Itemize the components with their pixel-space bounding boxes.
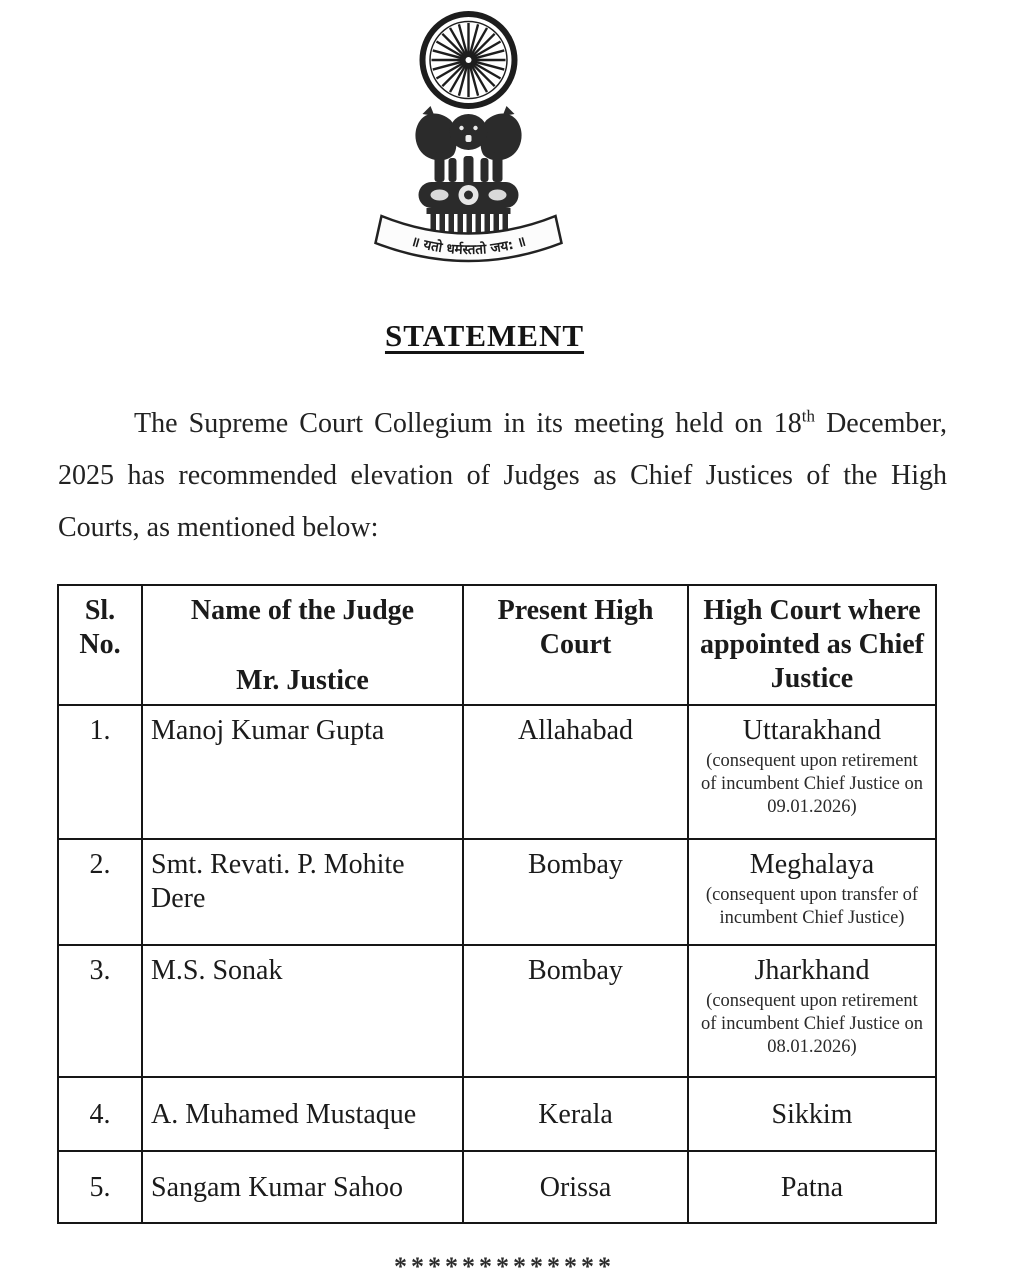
cell-judge-name: M.S. Sonak bbox=[142, 945, 463, 1077]
appointed-court-name: Jharkhand bbox=[754, 955, 870, 986]
table-row bbox=[58, 1077, 936, 1151]
header-judge-name bbox=[142, 585, 463, 705]
supreme-court-emblem bbox=[366, 8, 571, 276]
judges-elevation-table bbox=[57, 584, 937, 1224]
cell-sl-no: 1. bbox=[58, 705, 142, 839]
appointed-court-note: (consequent upon retirement of incumbent Chief Justice on 08.01.2026) bbox=[701, 991, 923, 1057]
header-appointed-court: High Court where appointed as Chief Justice bbox=[688, 585, 936, 705]
paragraph-text-2: December, 2025 has recommended elevation of Judges as Chief Justices of the High Courts, as mentioned below: bbox=[58, 408, 947, 543]
header-sl-no: Sl. No. bbox=[58, 585, 142, 705]
ashoka-chakra-icon bbox=[423, 14, 515, 106]
header-judge-name-line1: Name of the Judge bbox=[190, 595, 415, 626]
table-header-row bbox=[58, 585, 936, 705]
cell-present-court: Allahabad bbox=[463, 705, 688, 839]
cell-present-court: Orissa bbox=[463, 1151, 688, 1223]
appointed-court-note: (consequent upon transfer of incumbent Chief Justice) bbox=[705, 885, 919, 928]
header-judge-name-line2: Mr. Justice bbox=[236, 665, 369, 696]
cell-sl-no: 3. bbox=[58, 945, 142, 1077]
table-row bbox=[58, 945, 936, 1077]
page-title: STATEMENT bbox=[384, 318, 585, 353]
header-present-court: Present High Court bbox=[463, 585, 688, 705]
cell-judge-name: Smt. Revati. P. Mohite Dere bbox=[142, 839, 463, 945]
table-row bbox=[58, 705, 936, 839]
table-row bbox=[58, 839, 936, 945]
cell-sl-no: 4. bbox=[58, 1077, 142, 1151]
emblem-motto-text: ॥ यतो धर्मस्ततो जय: ॥ bbox=[409, 233, 528, 259]
table-row bbox=[58, 1151, 936, 1223]
intro-paragraph bbox=[58, 398, 947, 554]
header-spacer bbox=[151, 628, 454, 664]
cell-judge-name: Sangam Kumar Sahoo bbox=[142, 1151, 463, 1223]
cell-judge-name: A. Muhamed Mustaque bbox=[142, 1077, 463, 1151]
appointed-court-name: Uttarakhand bbox=[742, 715, 882, 746]
cell-appointed-court bbox=[688, 839, 936, 945]
asterisk-separator: ************* bbox=[394, 1252, 615, 1281]
paragraph-text-1: The Supreme Court Collegium in its meeting held on 18 bbox=[134, 408, 802, 439]
cell-present-court: Bombay bbox=[463, 945, 688, 1077]
lion-capital-icon bbox=[415, 106, 521, 184]
cell-judge-name: Manoj Kumar Gupta bbox=[142, 705, 463, 839]
cell-appointed-court: Patna bbox=[688, 1151, 936, 1223]
appointed-court-name: Meghalaya bbox=[749, 849, 875, 880]
cell-sl-no: 5. bbox=[58, 1151, 142, 1223]
abacus-icon bbox=[419, 182, 519, 208]
cell-sl-no: 2. bbox=[58, 839, 142, 945]
appointed-court-note: (consequent upon retirement of incumbent Chief Justice on 09.01.2026) bbox=[701, 751, 923, 817]
ordinal-superscript: th bbox=[801, 406, 815, 426]
cell-appointed-court: Sikkim bbox=[688, 1077, 936, 1151]
cell-present-court: Kerala bbox=[463, 1077, 688, 1151]
cell-appointed-court bbox=[688, 705, 936, 839]
cell-appointed-court bbox=[688, 945, 936, 1077]
cell-present-court: Bombay bbox=[463, 839, 688, 945]
